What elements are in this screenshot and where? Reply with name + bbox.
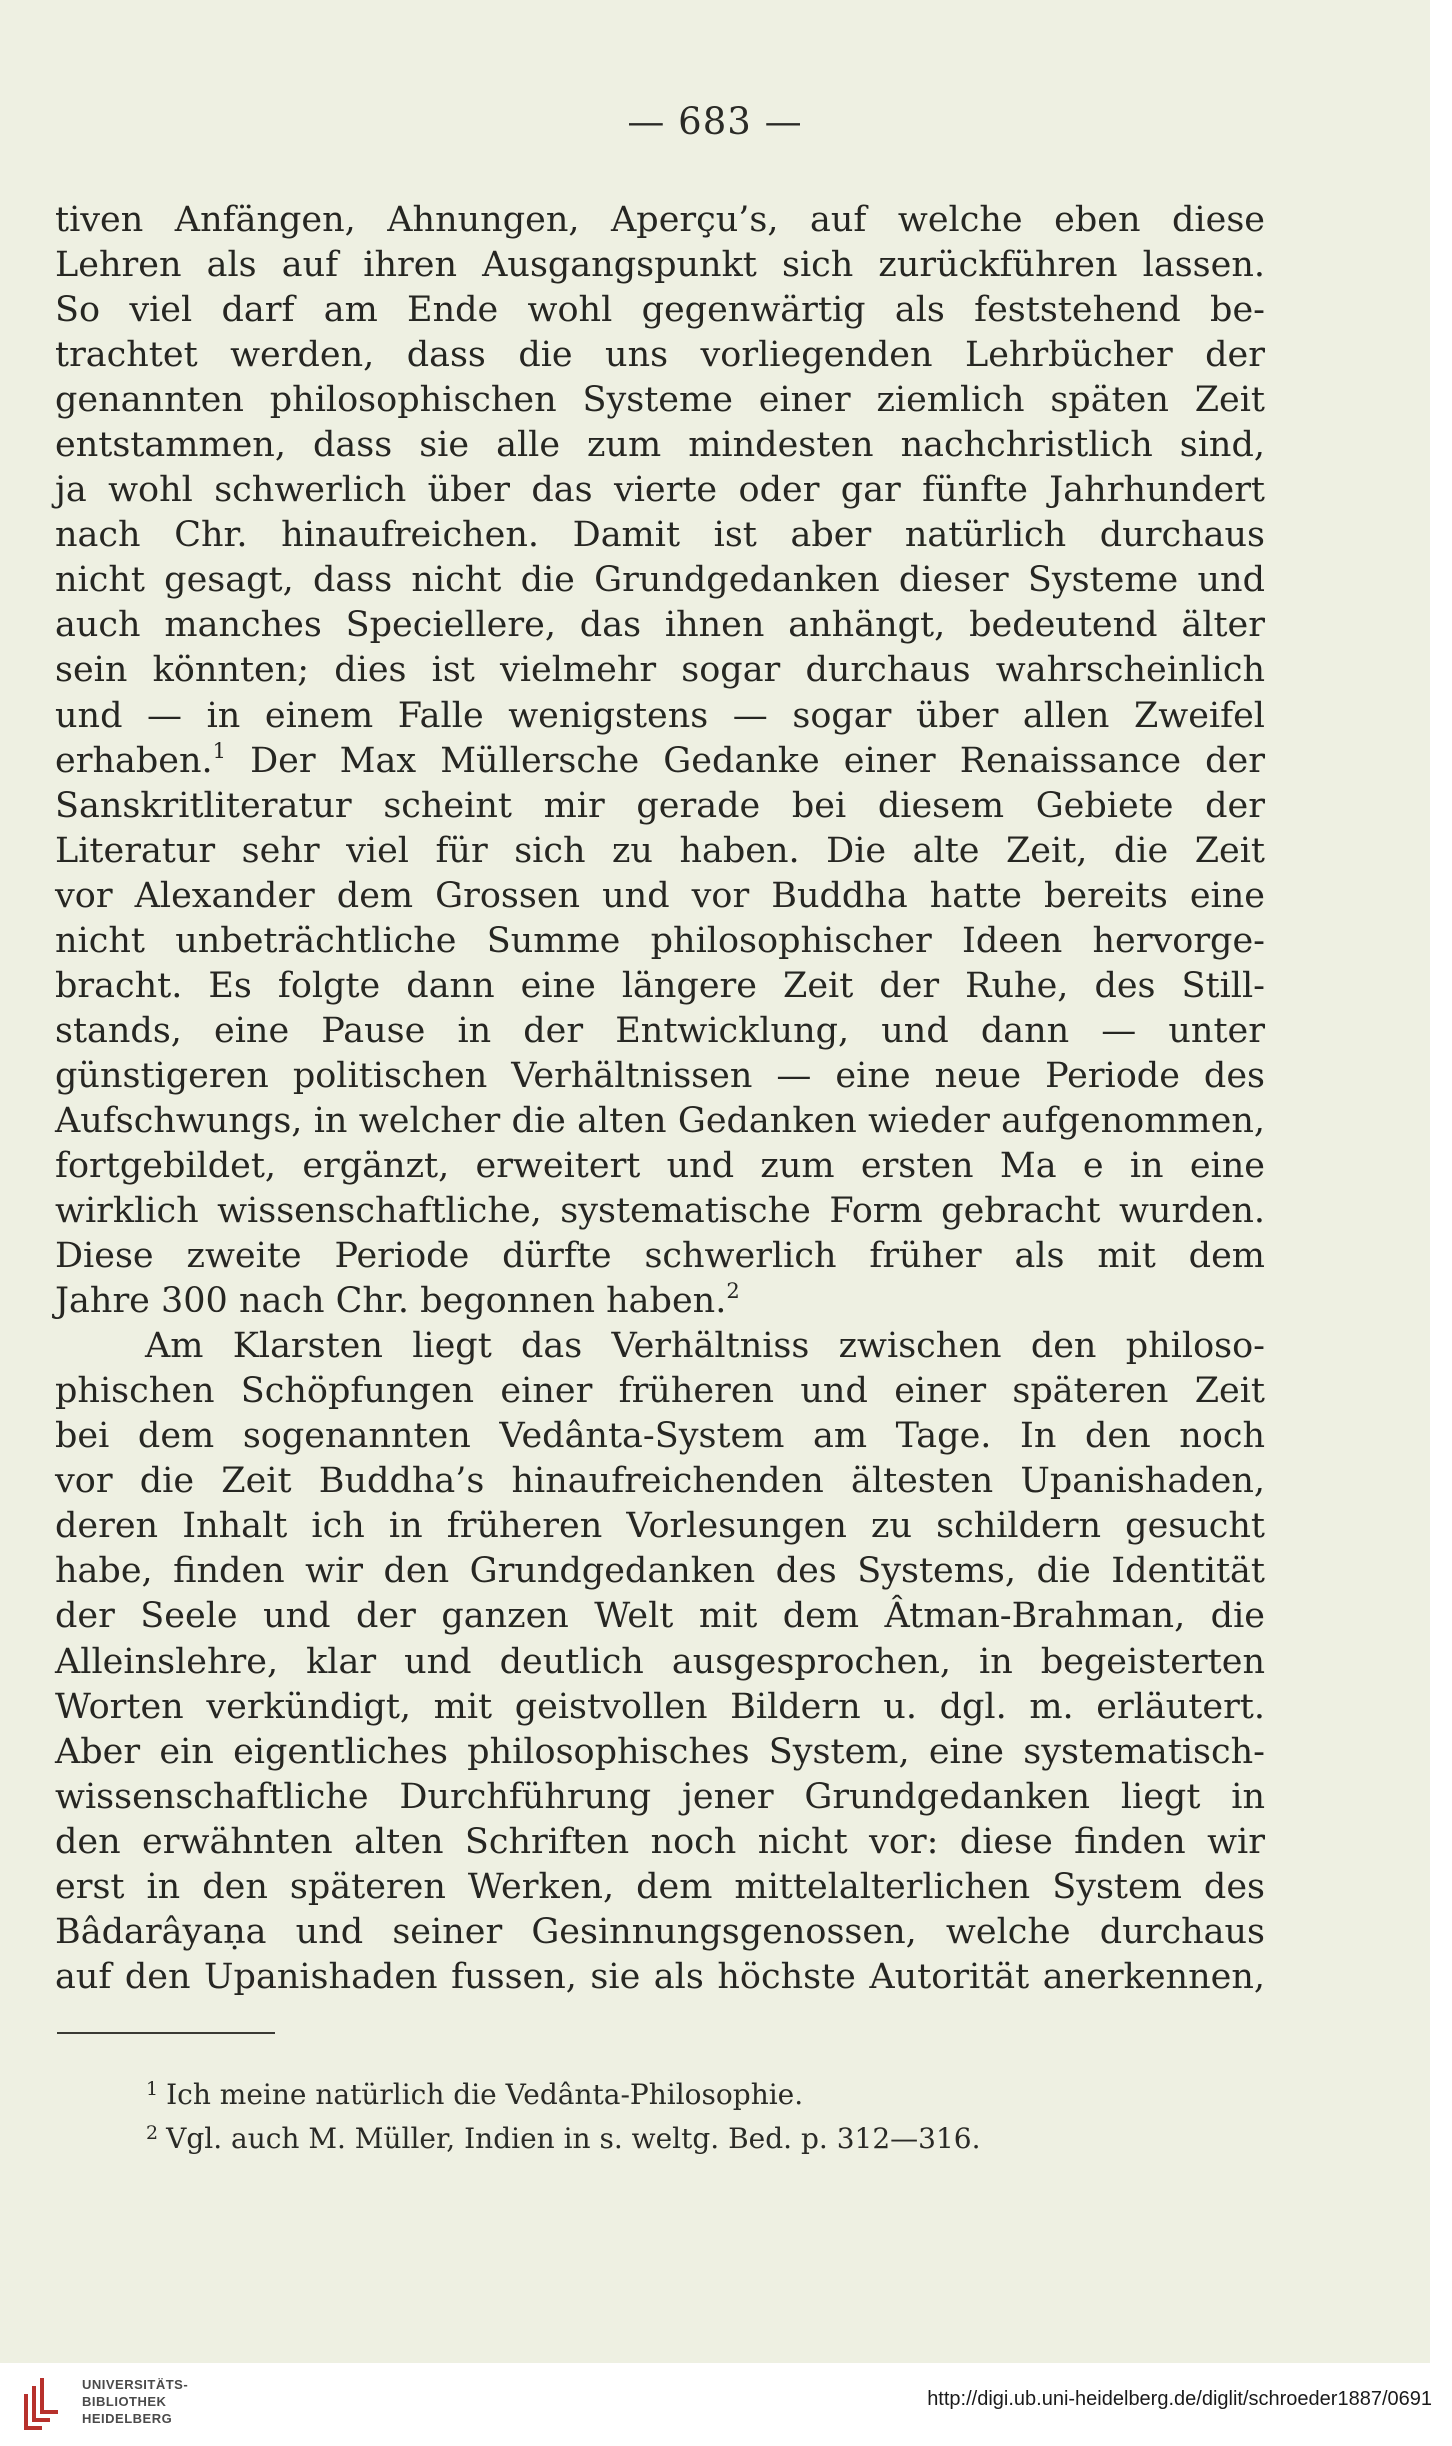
text-line: vor die Zeit Buddha’s hinaufreichenden ältesten Upanishaden, bbox=[55, 1461, 1265, 1502]
text-line: nicht unbeträchtliche Summe philosophischer Ideen hervorge- bbox=[55, 920, 1265, 961]
text-line: auf den Upanishaden fussen, sie als höchste Autorität anerkennen, bbox=[55, 1956, 1265, 1997]
text-line: phischen Schöpfungen einer früheren und einer späteren Zeit bbox=[55, 1371, 1265, 1412]
text-fragment: erhaben. bbox=[55, 740, 213, 781]
text-line: Bâdarâyaṇa und seiner Gesinnungsgenossen, welche durchaus bbox=[55, 1911, 1265, 1952]
text-line: sein könnten; dies ist vielmehr sogar durchaus wahrscheinlich bbox=[55, 650, 1265, 691]
text-line: erst in den späteren Werken, dem mittelalterlichen System des bbox=[55, 1866, 1265, 1907]
text-line: Sanskritliteratur scheint mir gerade bei diesem Gebiete der bbox=[55, 785, 1265, 826]
text-line: auch manches Speciellere, das ihnen anhängt, bedeutend älter bbox=[55, 605, 1265, 646]
footnote-text: Vgl. auch M. Müller, Indien in s. weltg. Bed. p. 312—316. bbox=[166, 2122, 981, 2155]
text-line: bei dem sogenannten Vedânta-System am Tage. In den noch bbox=[55, 1416, 1265, 1457]
text-line: günstigeren politischen Verhältnissen — eine neue Periode des bbox=[55, 1055, 1265, 1096]
library-logo-icon[interactable] bbox=[18, 2372, 74, 2434]
library-name-line: HEIDELBERG bbox=[82, 2411, 173, 2426]
footnote-text: Ich meine natürlich die Vedânta-Philosophie. bbox=[166, 2078, 804, 2111]
footnote-ref[interactable]: 1 bbox=[212, 738, 227, 763]
text-line: Aufschwungs, in welcher die alten Gedanken wieder aufgenommen, bbox=[55, 1100, 1265, 1141]
text-line: fortgebildet, ergänzt, erweitert und zum ersten Ma e in eine bbox=[55, 1145, 1265, 1186]
text-line: Aber ein eigentliches philosophisches System, eine systematisch- bbox=[55, 1731, 1265, 1772]
text-line: Alleinslehre, klar und deutlich ausgesprochen, in begeisterten bbox=[55, 1641, 1265, 1682]
text-line: nach Chr. hinaufreichen. Damit ist aber natürlich durchaus bbox=[55, 515, 1265, 556]
text-line: Worten verkündigt, mit geistvollen Bildern u. dgl. m. erläutert. bbox=[55, 1686, 1265, 1727]
text-line: nicht gesagt, dass nicht die Grundgedanken dieser Systeme und bbox=[55, 560, 1265, 601]
text-line: und — in einem Falle wenigstens — sogar über allen Zweifel bbox=[55, 695, 1265, 736]
footnote-mark: 2 bbox=[146, 2122, 159, 2144]
text-line: Diese zweite Periode dürfte schwerlich früher als mit dem bbox=[55, 1236, 1265, 1277]
text-line: So viel darf am Ende wohl gegenwärtig als feststehend be- bbox=[55, 290, 1265, 331]
page-number: — 683 — bbox=[627, 100, 803, 143]
footnote-ref[interactable]: 2 bbox=[726, 1279, 740, 1304]
text-line: genannten philosophischen Systeme einer ziemlich späten Zeit bbox=[55, 380, 1265, 421]
text-line: Lehren als auf ihren Ausgangspunkt sich zurückführen lassen. bbox=[55, 245, 1265, 286]
text-line: trachtet werden, dass die uns vorliegenden Lehrbücher der bbox=[55, 335, 1265, 376]
text-fragment: Jahre 300 nach Chr. begonnen haben. bbox=[55, 1281, 727, 1322]
library-name-line: BIBLIOTHEK bbox=[82, 2394, 167, 2409]
text-line: deren Inhalt ich in früheren Vorlesungen zu schildern gesucht bbox=[55, 1506, 1265, 1547]
footnote-mark: 1 bbox=[146, 2078, 159, 2100]
library-name-line: UNIVERSITÄTS- bbox=[82, 2377, 189, 2392]
text-line: stands, eine Pause in der Entwicklung, und dann — unter bbox=[55, 1010, 1265, 1051]
body-text bbox=[55, 198, 1265, 2000]
text-fragment: Der Max Müllersche Gedanke einer Renaissance der bbox=[250, 740, 1265, 781]
text-line: den erwähnten alten Schriften noch nicht vor: diese finden wir bbox=[55, 1821, 1265, 1862]
text-line: wirklich wissenschaftliche, systematische Form gebracht wurden. bbox=[55, 1191, 1265, 1232]
text-line: der Seele und der ganzen Welt mit dem Âtman-Brahman, die bbox=[55, 1596, 1265, 1637]
text-line: habe, finden wir den Grundgedanken des Systems, die Identität bbox=[55, 1551, 1265, 1592]
text-line: bracht. Es folgte dann eine längere Zeit der Ruhe, des Still- bbox=[55, 965, 1265, 1006]
footnotes bbox=[146, 2070, 981, 2158]
library-name bbox=[82, 2376, 188, 2427]
footnote bbox=[146, 2070, 981, 2114]
text-line: wissenschaftliche Durchführung jener Grundgedanken liegt in bbox=[55, 1776, 1265, 1817]
footnote-divider bbox=[57, 2032, 275, 2034]
source-url-link[interactable]: http://digi.ub.uni-heidelberg.de/diglit/schroeder1887/0691 bbox=[927, 2388, 1432, 2410]
text-line: Am Klarsten liegt das Verhältniss zwischen den philoso- bbox=[145, 1326, 1265, 1367]
text-line: Literatur sehr viel für sich zu haben. Die alte Zeit, die Zeit bbox=[55, 830, 1265, 871]
text-line: tiven Anfängen, Ahnungen, Aperçu’s, auf welche eben diese bbox=[55, 200, 1265, 240]
text-line: ja wohl schwerlich über das vierte oder gar fünfte Jahrhundert bbox=[55, 470, 1265, 511]
footnote bbox=[146, 2114, 981, 2158]
text-line: vor Alexander dem Grossen und vor Buddha hatte bereits eine bbox=[55, 875, 1265, 916]
text-line: entstammen, dass sie alle zum mindesten nachchristlich sind, bbox=[55, 425, 1265, 466]
text-line bbox=[55, 1279, 1265, 1324]
text-line bbox=[55, 739, 1265, 784]
